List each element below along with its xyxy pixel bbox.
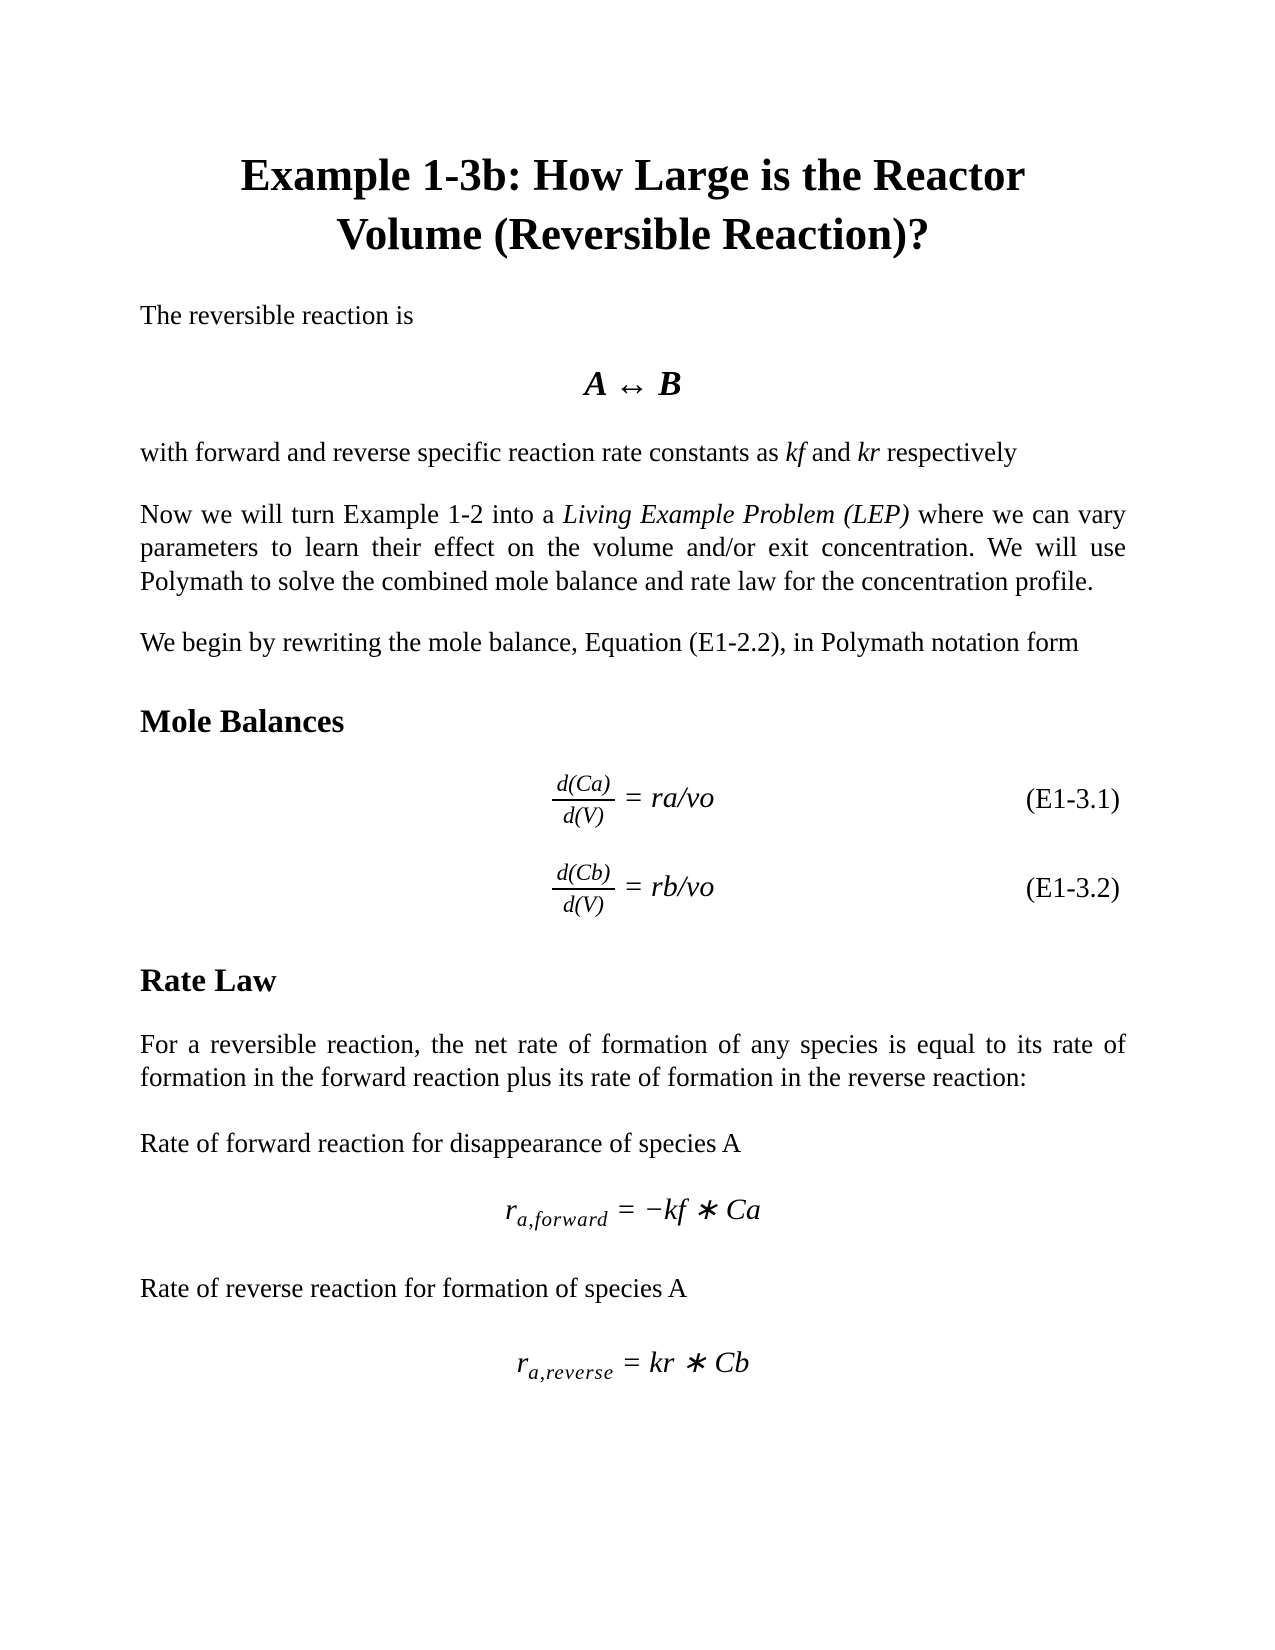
mole-balance-eq-cb (552, 859, 715, 918)
equation-label-e1-3-1: (E1-3.1) (1025, 784, 1120, 816)
constants-text-mid: and (804, 437, 858, 468)
caption-forward-rate: Rate of forward reaction for disappearance of species A (140, 1127, 742, 1158)
title-line-1: Example 1-3b: How Large is the Reactor (240, 150, 1026, 200)
reaction-equation: A ↔ B (584, 364, 682, 404)
equation-e1-3-2 (140, 860, 1126, 919)
forward-rate-math (505, 1192, 761, 1231)
kr-symbol: kr (857, 437, 880, 468)
equation-label-e1-3-2: (E1-3.2) (1025, 873, 1120, 905)
forward-rate-rhs: = −kf ∗ Ca (608, 1192, 761, 1226)
equation-e1-3-1 (140, 771, 1126, 830)
paragraph-rate-law: For a reversible reaction, the net rate of formation of any species is equal to its rate of formation in the forward reaction plus its rate of formation in the reverse reaction: (140, 1028, 1126, 1093)
equation-rhs: = rb/vo (623, 870, 715, 904)
rate-symbol-r: r (505, 1192, 517, 1226)
lep-text-pre: Now we will turn Example 1-2 into a (140, 498, 563, 529)
fraction-denominator: d(V) (563, 892, 604, 918)
document-title (140, 146, 1126, 263)
lep-italic-phrase: Living Example Problem (LEP) (562, 498, 910, 529)
equation-forward-rate (140, 1192, 1126, 1232)
paragraph-lep (140, 498, 1126, 598)
reverse-rate-math (516, 1346, 750, 1385)
title-line-2: Volume (Reversible Reaction)? (336, 208, 930, 259)
intro-lead: The reversible reaction is (140, 300, 414, 330)
paragraph-polymath: We begin by rewriting the mole balance, Equation (E1-2.2), in Polymath notation form (140, 627, 1079, 658)
constants-text-post: respectively (879, 437, 1018, 468)
fraction-ca (552, 771, 616, 830)
fraction-cb (552, 860, 616, 919)
equation-rhs: = ra/vo (623, 781, 715, 815)
rate-symbol-r: r (516, 1346, 529, 1380)
reverse-rate-rhs: = kr ∗ Cb (614, 1346, 750, 1380)
rate-constants-line (140, 436, 1126, 469)
fraction-numerator: d(Cb) (552, 860, 616, 890)
fraction-numerator: d(Ca) (552, 771, 616, 801)
caption-reverse-rate: Rate of reverse reaction for formation of species A (140, 1272, 688, 1303)
constants-text-pre: with forward and reverse specific reaction rate constants as (140, 437, 786, 468)
rate-subscript-reverse: a,reverse (528, 1360, 615, 1385)
mole-balance-eq-ca (552, 770, 715, 829)
kf-symbol: kf (785, 437, 805, 468)
heading-rate-law: Rate Law (140, 962, 277, 999)
rate-subscript-forward: a,forward (516, 1206, 609, 1231)
heading-mole-balances: Mole Balances (140, 703, 345, 740)
fraction-denominator: d(V) (563, 803, 604, 829)
lep-text-post: where we can vary parameters to learn their effect on the volume and/or exit concentration. We will use Polymath to solve the combined mole balance and rate law for the concentration profile. (140, 498, 1126, 596)
equation-reverse-rate (140, 1345, 1126, 1385)
